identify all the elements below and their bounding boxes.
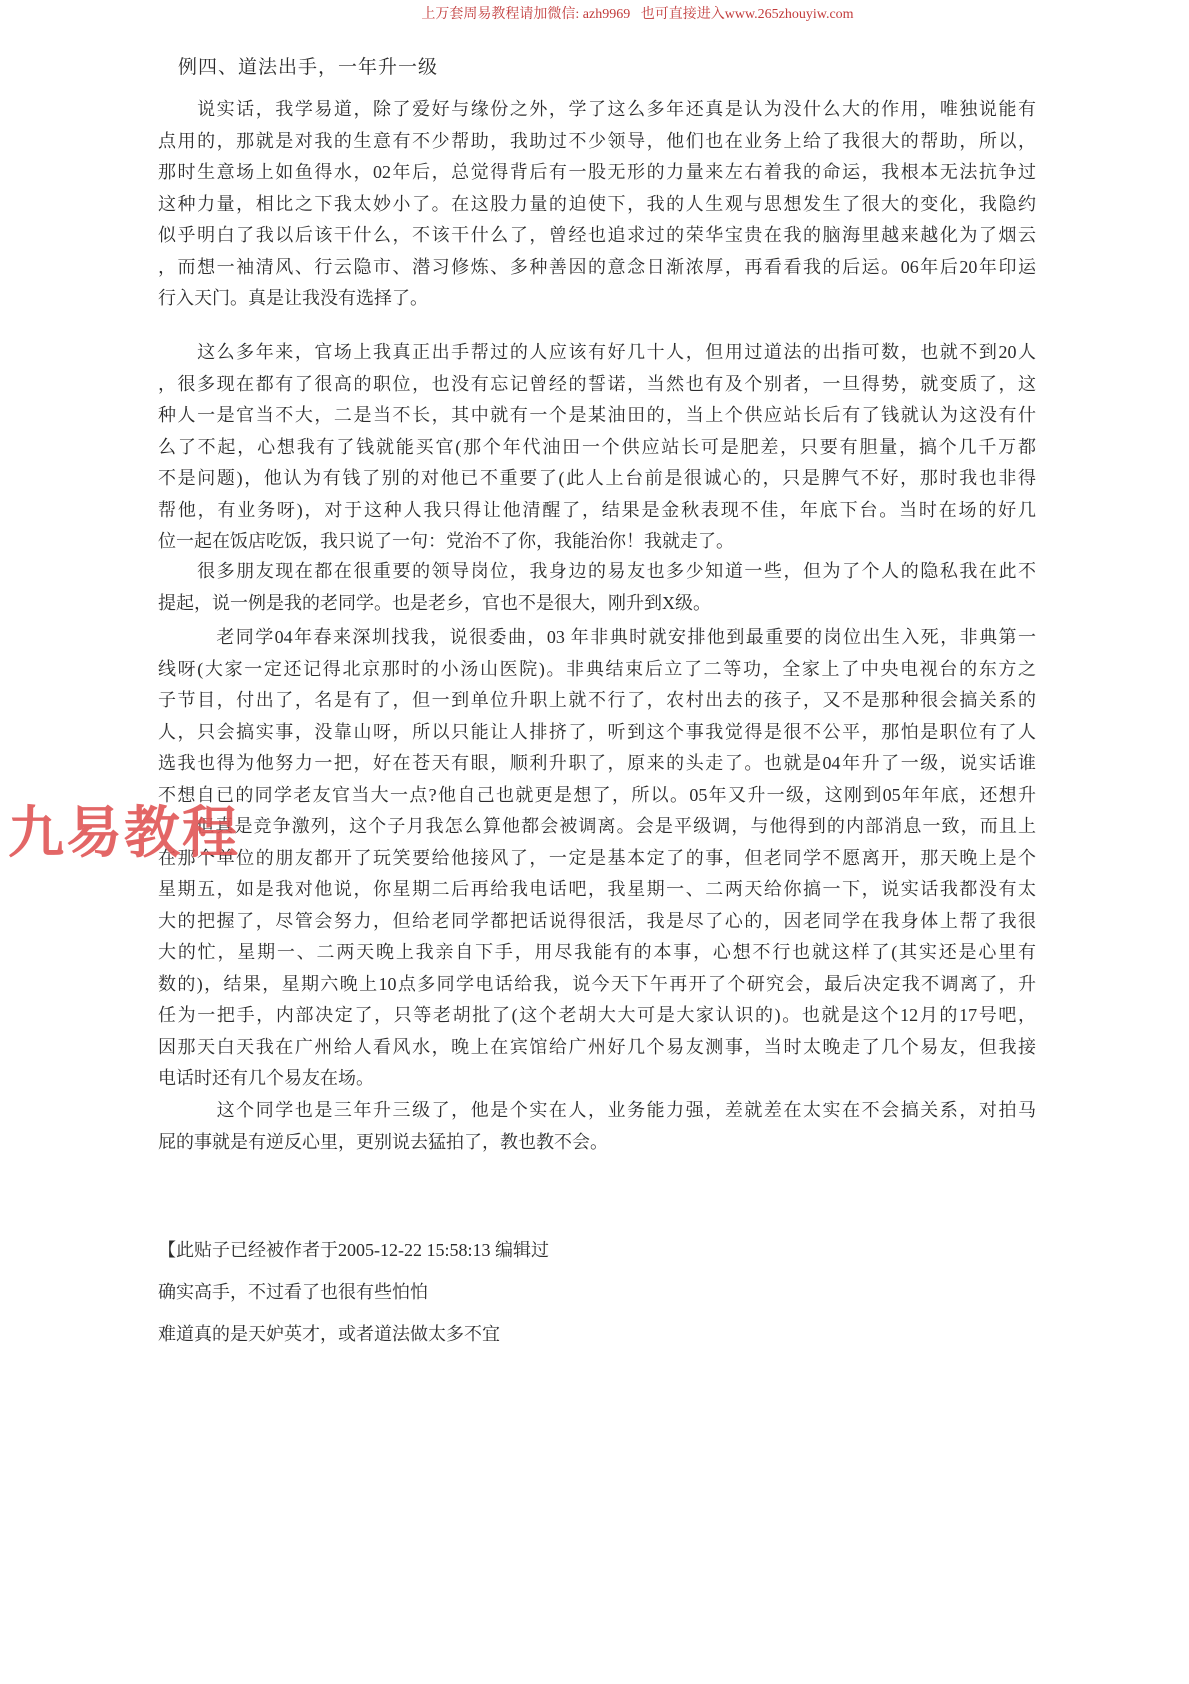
watermark-text: 九易教程: [8, 801, 240, 864]
text-line: 线呀(大家一定还记得北京那时的小汤山医院)。非典结束后立了二等功，全家上了中央电视台的东方之: [158, 658, 1036, 679]
paragraph-5: [158, 1095, 1036, 1158]
text-line: 在那个单位的朋友都开了玩笑要给他接风了，一定是基本定了的事，但老同学不愿离开，那天晚上是个: [158, 847, 1036, 868]
footer-line-1: 【此贴子已经被作者于2005-12-22 15:58:13 编辑过: [158, 1240, 549, 1260]
text-line: 说实话，我学易道，除了爱好与缘份之外，学了这么多年还真是认为没什么大的作用，唯独说能有: [158, 99, 1036, 119]
text-line: ，很多现在都有了很高的职位，也没有忘记曾经的誓诺，当然也有及个别者，一旦得势，就变质了，这: [158, 373, 1036, 394]
text-line: 星期五，如是我对他说，你星期二后再给我电话吧，我星期一、二两天给你搞一下，说实话我都没有太: [158, 879, 1036, 899]
text-line: 选我也得为他努力一把，好在苍天有眼，顺利升职了，原来的头走了。也就是04年升了一级，说实话谁: [158, 753, 1036, 773]
text-line: 子节目，付出了，名是有了，但一到单位升职上就不行了，农村出去的孩子，又不是那种很会搞关系的: [158, 690, 1036, 710]
promo-banner-text: 上万套周易教程请加微信: azh9969 也可直接进入www.265zhouyiw.com: [421, 7, 854, 22]
text-line: 提起，说一例是我的老同学。也是老乡，官也不是很大，刚升到X级。: [158, 592, 711, 613]
text-line: 数的)，结果，星期六晚上10点多同学电话给我，说今天下午再开了个研究会，最后决定我不调离了，升: [158, 973, 1036, 994]
text-line: 不想自已的同学老友官当大一点?他自己也就更是想了，所以。05年又升一级，这刚到05年年底，还想升: [158, 784, 1036, 805]
text-line: 位一起在饭店吃饭，我只说了一句：党治不了你，我能治你！我就走了。: [158, 531, 734, 551]
text-line: 人，只会搞实事，没靠山呀，所以只能让人排挤了，听到这个事我觉得是很不公平，那怕是职位有了人: [158, 721, 1036, 742]
text-line: 那时生意场上如鱼得水，02年后，总觉得背后有一股无形的力量来左右着我的命运，我根本无法抗争过: [158, 162, 1036, 182]
text-line: 老同学04年春来深圳找我，说很委曲，03 年非典时就安排他到最重要的岗位出生入死，非典第一: [158, 627, 1036, 647]
text-line: ，而想一袖清风、行云隐市、潜习修炼、多种善因的意念日渐浓厚，再看看我的后运。06年后20年印运: [158, 256, 1036, 277]
text-line: 电话时还有几个易友在场。: [158, 1068, 374, 1088]
text-line: 这个同学也是三年升三级了，他是个实在人，业务能力强，差就差在太实在不会搞关系，对拍马: [158, 1100, 1036, 1120]
text-line: 行入天门。真是让我没有选择了。: [158, 288, 428, 308]
document-title: 例四、道法出手，一年升一级: [178, 57, 439, 78]
text-line: 任为一把手，内部决定了，只等老胡批了(这个老胡大大可是大家认识的)。也就是这个12月的17号吧，: [158, 1005, 1036, 1025]
paragraph-2: [158, 337, 1036, 558]
text-line: 但真是竞争激列，这个子月我怎么算他都会被调离。会是平级调，与他得到的内部消息一致，而且上: [158, 816, 1036, 836]
text-line: 不是问题)，他认为有钱了别的对他已不重要了(此人上台前是很诚心的，只是脾气不好，那时我也非得: [158, 468, 1036, 488]
paragraph-3: [158, 556, 1036, 619]
text-line: 这种力量，相比之下我太妙小了。在这股力量的迫使下，我的人生观与思想发生了很大的变化，我隐约: [158, 193, 1036, 214]
text-line: 点用的，那就是对我的生意有不少帮助，我助过不少领导，他们也在业务上给了我很大的帮助，所以，: [158, 130, 1036, 151]
text-line: 因那天白天我在广州给人看风水，晚上在宾馆给广州好几个易友测事，当时太晚走了几个易友，但我接: [158, 1036, 1036, 1057]
text-line: 么了不起，心想我有了钱就能买官(那个年代油田一个供应站长可是肥差，只要有胆量，搞个几千万都: [158, 436, 1036, 457]
text-line: 种人一是官当不大，二是当不长，其中就有一个是某油田的，当上个供应站长后有了钱就认为这没有什: [158, 405, 1036, 425]
text-line: 大的把握了，尽管会努力，但给老同学都把话说得很活，我是尽了心的，因老同学在我身体上帮了我很: [158, 910, 1036, 931]
paragraph-1: [158, 94, 1036, 315]
footer-line-2: 确实高手，不过看了也很有些怕怕: [158, 1282, 428, 1302]
footer-line-3: 难道真的是天妒英才，或者道法做太多不宜: [158, 1324, 500, 1344]
text-line: 很多朋友现在都在很重要的领导岗位，我身边的易友也多少知道一些，但为了个人的隐私我在此不: [158, 561, 1036, 581]
text-line: 大的忙，星期一、二两天晚上我亲自下手，用尽我能有的本事，心想不行也就这样了(其实还是心里有: [158, 942, 1036, 962]
paragraph-4: [158, 622, 1036, 1095]
footer-notes: [158, 1238, 1036, 1364]
text-line: 屁的事就是有逆反心里，更别说去猛拍了，教也教不会。: [158, 1131, 608, 1152]
text-line: 似乎明白了我以后该干什么，不该干什么了，曾经也追求过的荣华宝贵在我的脑海里越来越化为了烟云: [158, 225, 1036, 245]
text-line: 这么多年来，官场上我真正出手帮过的人应该有好几十人，但用过道法的出指可数，也就不到20人: [158, 342, 1036, 362]
text-line: 帮他，有业务呀)，对于这种人我只得让他清醒了，结果是金秋表现不佳，年底下台。当时在场的好几: [158, 499, 1036, 520]
